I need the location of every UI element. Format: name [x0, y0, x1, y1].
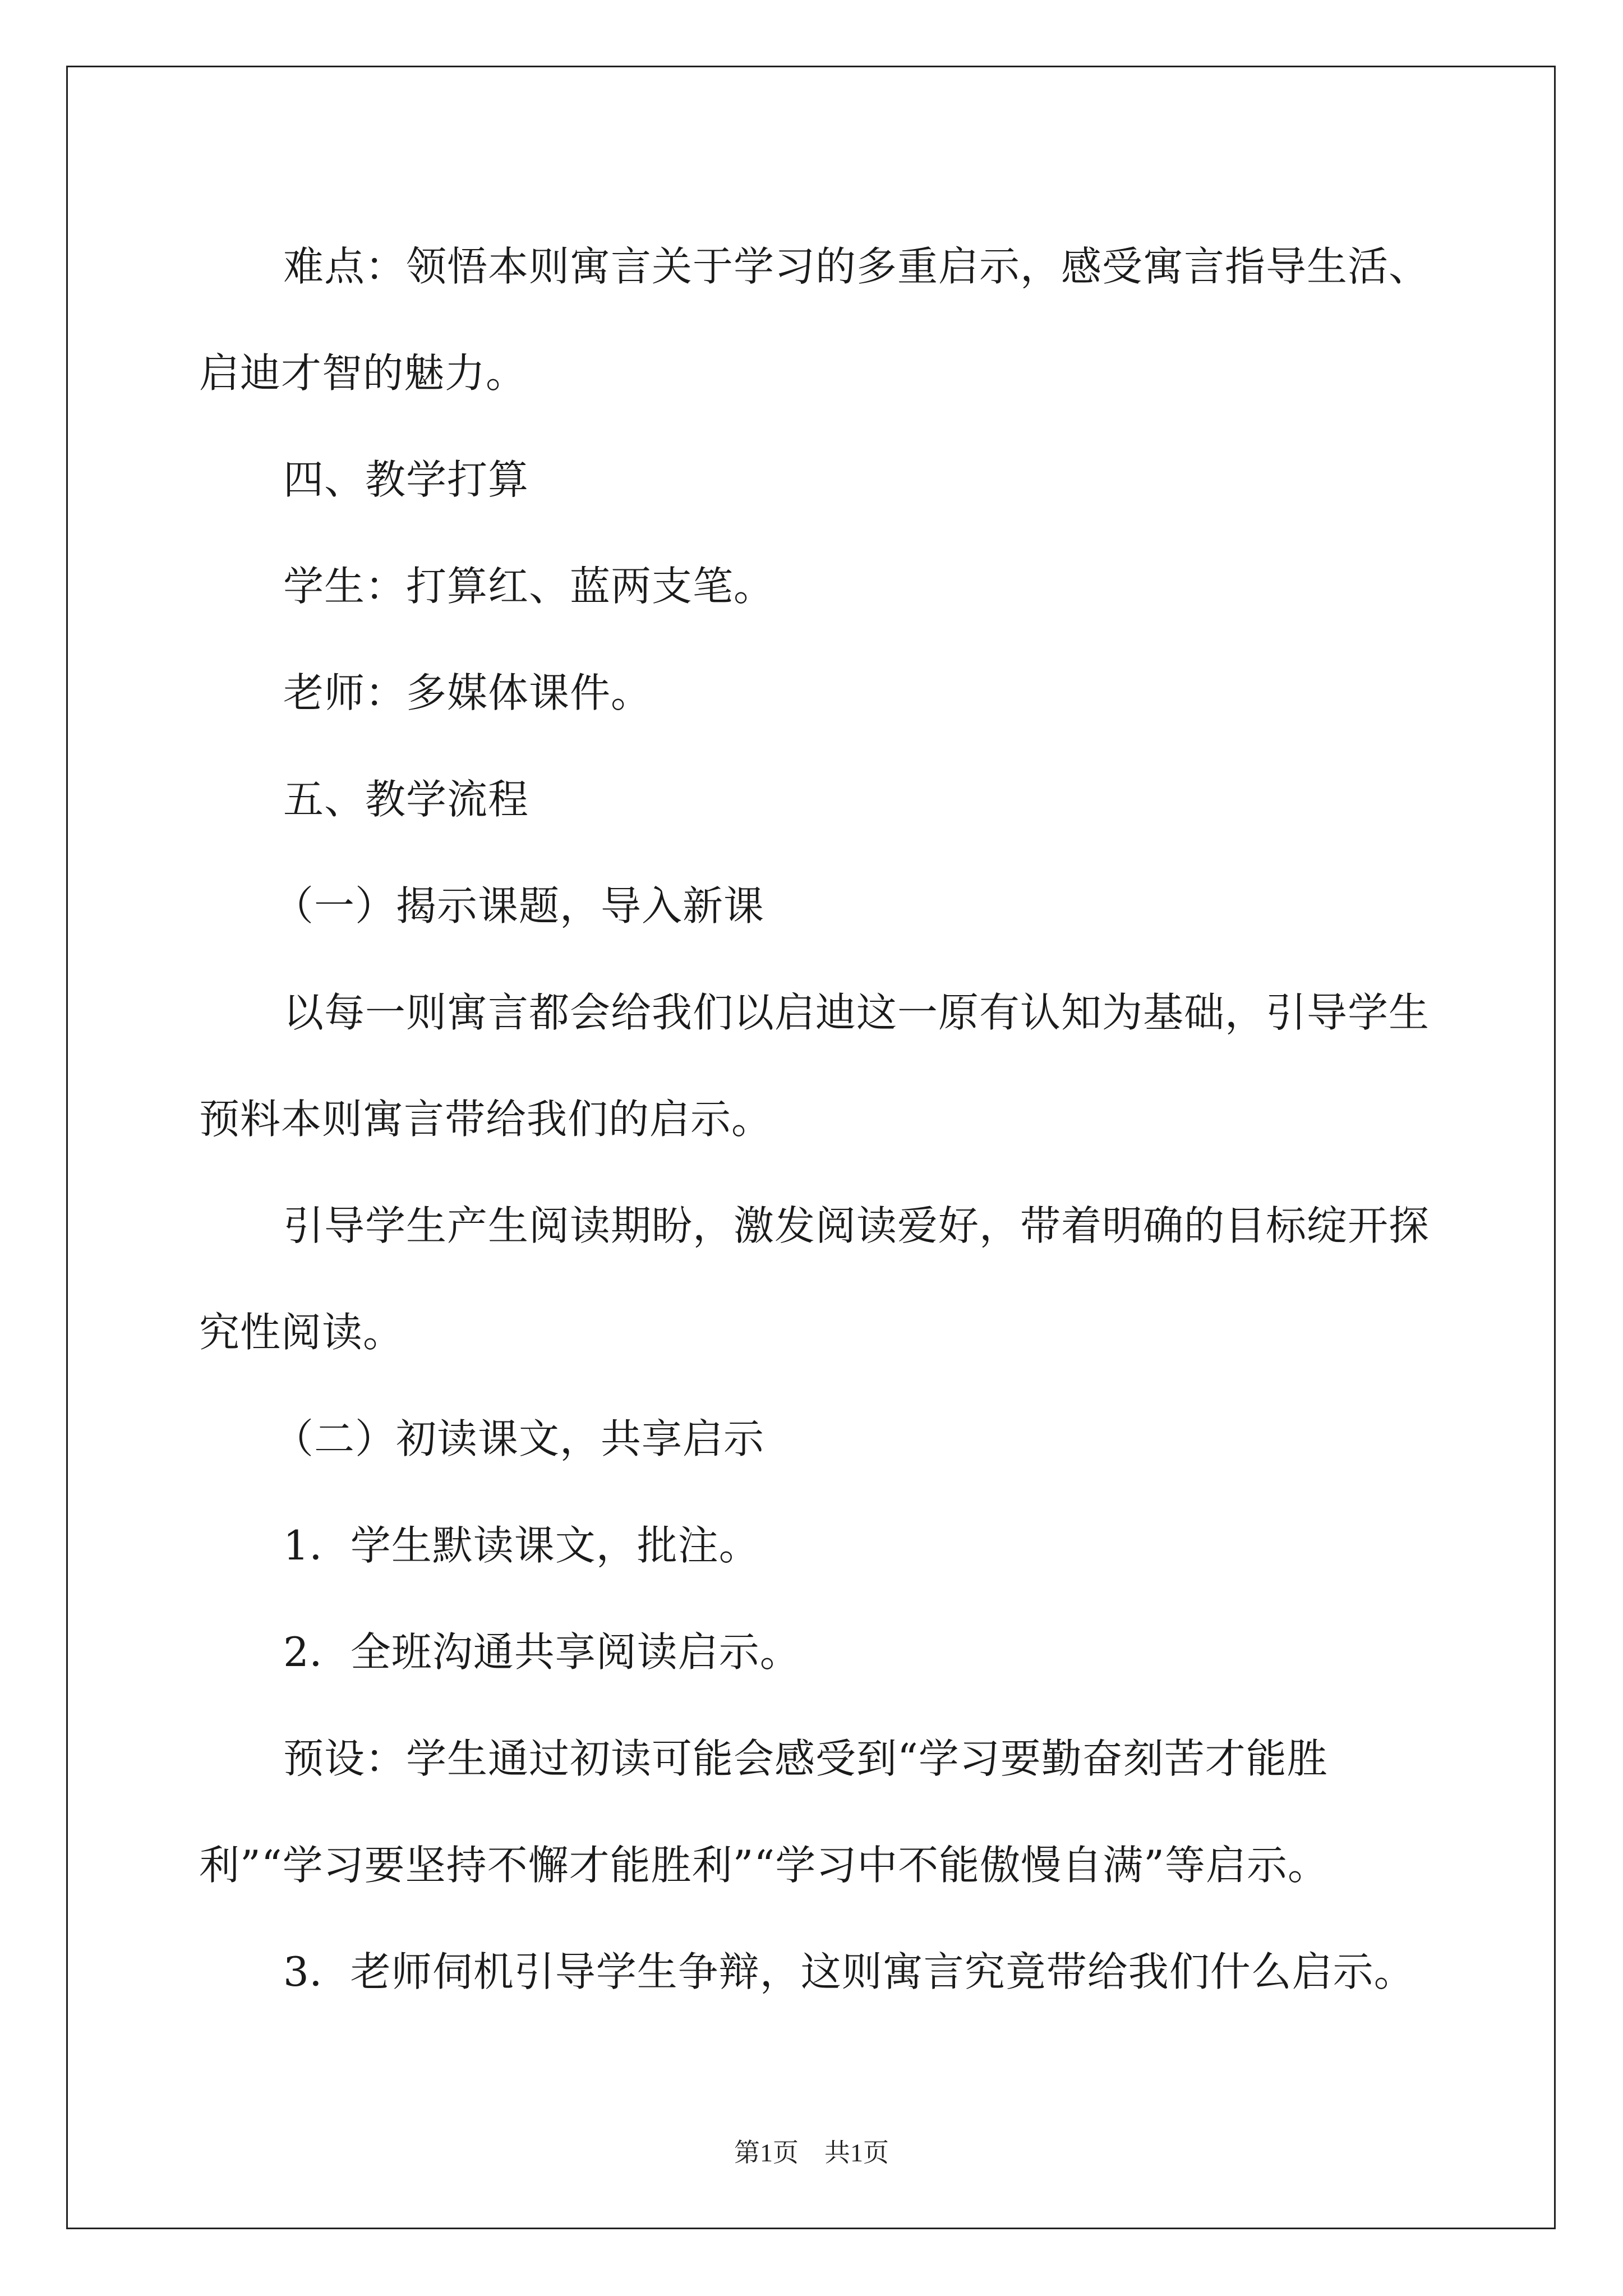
subsection-heading: （二）初读课文，共享启示 [273, 1415, 765, 1462]
list-item: 2．全班沟通共享阅读启示。 [283, 1628, 801, 1676]
paragraph: 究性阅读。 [199, 1309, 404, 1356]
paragraph: 预料本则寓言带给我们的启示。 [199, 1096, 773, 1143]
paragraph: 老师：多媒体课件。 [283, 669, 652, 716]
paragraph: 预设：学生通过初读可能会感受到“学习要勤奋刻苦才能胜 [283, 1735, 1328, 1782]
paragraph: 启迪才智的魅力。 [199, 349, 527, 397]
document-body [199, 213, 1430, 2025]
paragraph: 以每一则寓言都会给我们以启迪这一原有认知为基础，引导学生 [283, 989, 1430, 1036]
page-number-footer: 第1页 共1页 [734, 2138, 889, 2167]
paragraph: 利”“学习要坚持不懈才能胜利”“学习中不能傲慢自满”等启示。 [199, 1842, 1329, 1889]
section-heading: 五、教学流程 [283, 776, 529, 823]
list-item: 3．老师伺机引导学生争辩，这则寓言究竟带给我们什么启示。 [283, 1948, 1415, 1995]
list-item: 1．学生默读课文，批注。 [283, 1522, 760, 1569]
subsection-heading: （一）揭示课题，导入新课 [273, 882, 765, 930]
paragraph: 引导学生产生阅读期盼，激发阅读爱好，带着明确的目标绽开探 [283, 1202, 1430, 1249]
paragraph: 难点：领悟本则寓言关于学习的多重启示，感受寓言指导生活、 [283, 243, 1430, 290]
section-heading: 四、教学打算 [283, 456, 529, 503]
paragraph: 学生：打算红、蓝两支笔。 [283, 563, 775, 610]
